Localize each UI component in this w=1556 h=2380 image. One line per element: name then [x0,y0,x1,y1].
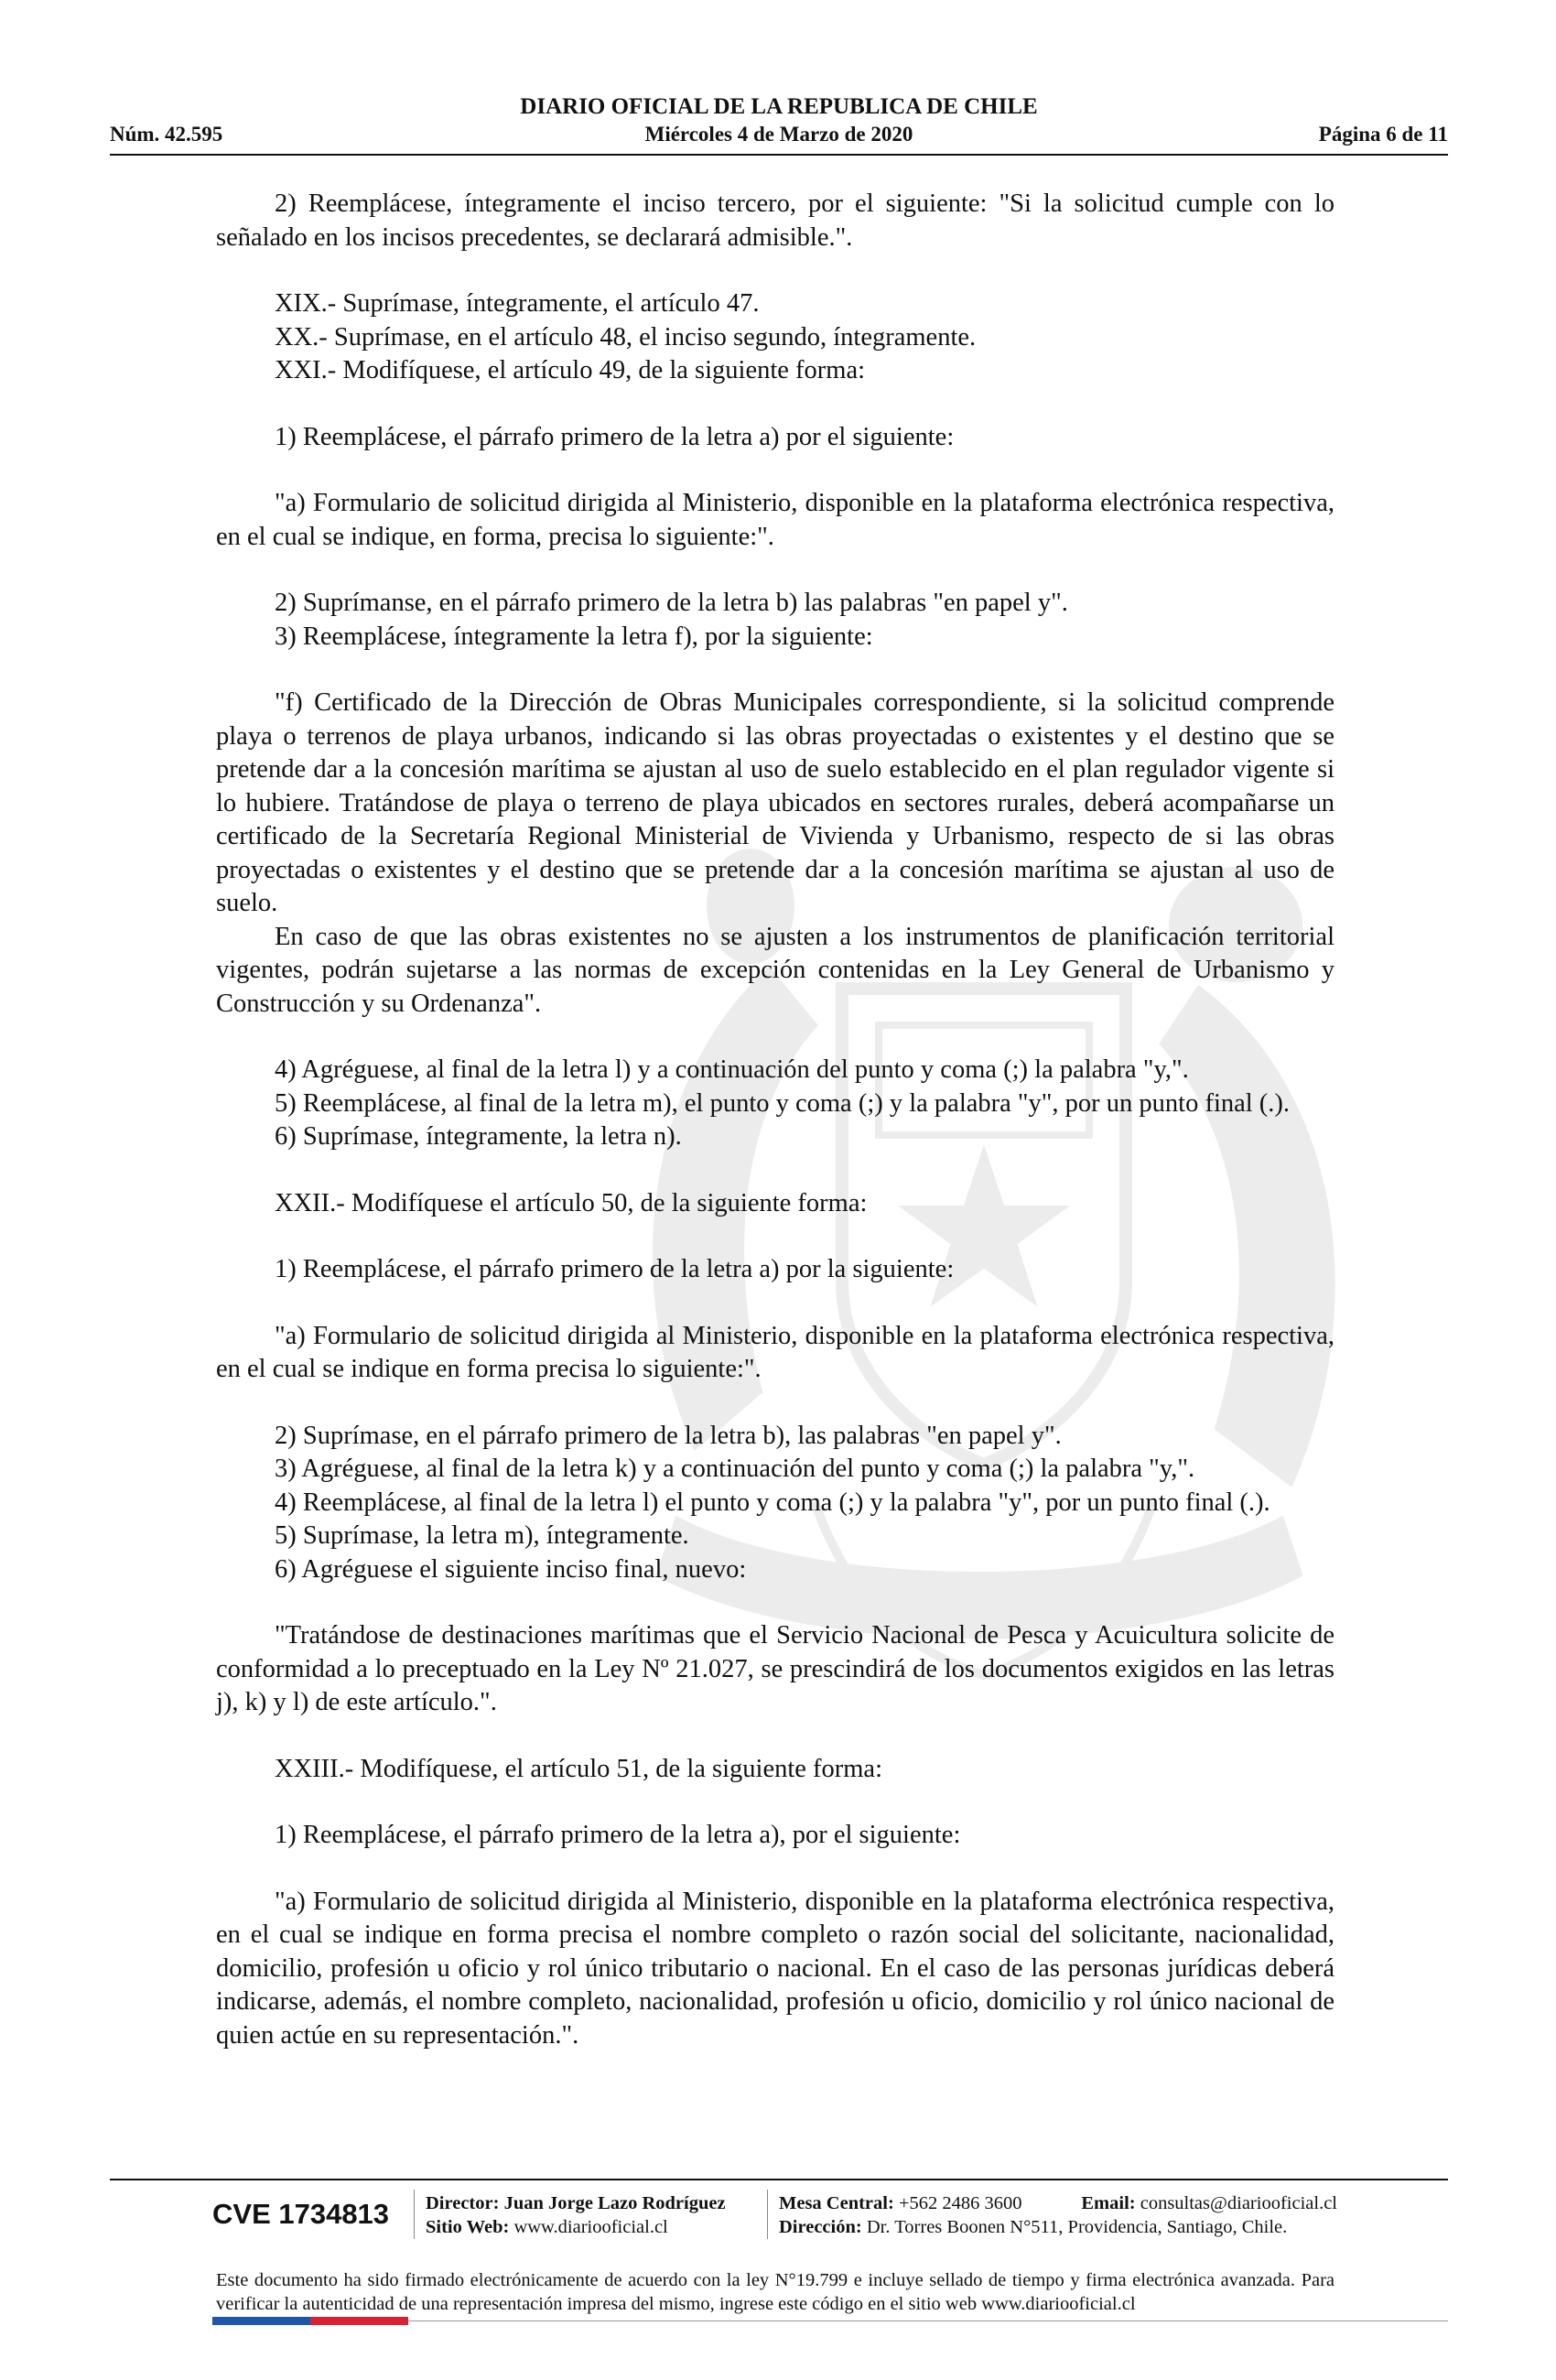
director-name: Juan Jorge Lazo Rodríguez [503,2193,726,2213]
paragraph: XX.- Suprímase, en el artículo 48, el inciso segundo, íntegramente. [275,322,977,352]
issue-date: Miércoles 4 de Marzo de 2020 [644,123,913,146]
mesa-phone: +562 2486 3600 [898,2193,1022,2213]
site-link[interactable]: www.diariooficial.cl [513,2217,668,2237]
paragraph: 3) Agréguese, al final de la letra k) y a continuación del punto y coma (;) la palabra "y,". [275,1455,1195,1483]
paragraph: XXII.- Modifíquese el artículo 50, de la siguiente forma: [275,1188,868,1217]
paragraph: 4) Agréguese, al final de la letra l) y a continuación del punto y coma (;) la palabra "y,". [275,1055,1189,1084]
email-label: Email: [1081,2193,1136,2213]
director-label: Director: [426,2193,500,2213]
paragraph: 6) Agréguese el siguiente inciso final, nuevo: [275,1554,747,1584]
footer-separator [767,2190,768,2239]
document-body [216,188,1334,2052]
signature-notice: Este documento ha sido firmado electrónicamente de acuerdo con la ley N°19.799 e incluye sellado de tiempo y firma electrónica avanzada. Para verificar la autenticidad de una representación impresa del mismo, ingrese este código en el sitio web www.diariooficial.cl [216,2270,1334,2314]
paragraph: XXI.- Modifíquese, el artículo 49, de la siguiente forma: [275,356,866,384]
flag-stripe [212,2317,408,2325]
site-label: Sitio Web: [426,2217,510,2237]
footer-bottom-line [408,2320,1448,2321]
paragraph: XIX.- Suprímase, íntegramente, el artículo 47. [275,289,760,318]
paragraph: "a) Formulario de solicitud dirigida al Ministerio, disponible en la plataforma electrónica respectiva, en el cual se indique en forma precisa lo siguiente:". [216,1321,1334,1383]
address-label: Dirección: [779,2217,862,2237]
publication-title: DIARIO OFICIAL DE LA REPUBLICA DE CHILE [520,94,1038,119]
paragraph: 1) Reemplácese, el párrafo primero de la letra a) por el siguiente: [275,422,955,451]
header-meta-row [110,121,1448,150]
footer-separator [414,2190,415,2239]
paragraph: 1) Reemplácese, el párrafo primero de la letra a), por el siguiente: [275,1821,961,1849]
paragraph: "Tratándose de destinaciones marítimas que el Servicio Nacional de Pesca y Acuicultura solicite de conformidad a lo preceptuado en la Ley Nº 21.027, se prescindirá de los documentos exigidos en las letras j), k) y l) de este artículo.". [216,1621,1334,1716]
mesa-label: Mesa Central: [779,2193,894,2213]
paragraph: 2) Reemplácese, íntegramente el inciso tercero, por el siguiente: "Si la solicitud cumple con lo señalado en los incisos precedentes, se declarará admisible.". [216,189,1334,252]
paragraph: 6) Suprímase, íntegramente, la letra n). [275,1122,682,1151]
issue-number: Núm. 42.595 [110,123,223,146]
paragraph: 5) Reemplácese, al final de la letra m), el punto y coma (;) y la palabra "y", por un punto final (.). [275,1088,1291,1118]
flag-red-band [310,2317,408,2325]
paragraph: 5) Suprímase, la letra m), íntegramente. [275,1521,689,1550]
page-header [110,92,1448,156]
flag-blue-band [212,2317,310,2325]
paragraph: "a) Formulario de solicitud dirigida al Ministerio, disponible en la plataforma electrónica respectiva, en el cual se indique en forma precisa el nombre completo o razón social del solicitante, nacionalidad, domicilio, profesión u oficio y rol único tributario o nacional. En el caso de las personas jurídicas deberá indicarse, además, el nombre completo, nacionalidad, profesión u oficio, domicilio y rol único nacional de quien actúe en su representación.". [216,1887,1334,2050]
page-indicator: Página 6 de 11 [1318,123,1448,146]
paragraph: "a) Formulario de solicitud dirigida al Ministerio, disponible en la plataforma electrónica respectiva, en el cual se indique, en forma, precisa lo siguiente:". [216,489,1334,551]
paragraph: 3) Reemplácese, íntegramente la letra f), por la siguiente: [275,622,873,651]
email-link[interactable]: consultas@diariooficial.cl [1140,2193,1337,2213]
cve-code: CVE 1734813 [212,2198,390,2230]
header-divider [110,154,1448,156]
footer-contact-block [779,2191,1337,2239]
paragraph: "f) Certificado de la Dirección de Obras Municipales correspondiente, si la solicitud comprende playa o terrenos de playa urbanos, indicando si las obras proyectadas o existentes y el destino que se pretende dar a la concesión marítima se ajustan al uso de suelo establecido en el plan regulador vigente si lo hubiere. Tratándose de playa o terreno de playa ubicados en sectores rurales, deberá acompañarse un certificado de la Secretaría Regional Ministerial de Vivienda y Urbanismo, respecto de si las obras proyectadas o existentes y el destino que se pretende dar a la concesión marítima se ajustan al uso de suelo. [216,688,1334,917]
paragraph: En caso de que las obras existentes no se ajusten a los instrumentos de planificación territorial vigentes, podrán sujetarse a las normas de excepción contenidas en la Ley General de Urbanismo y Construcción y su Ordenanza". [216,922,1334,1018]
paragraph: 4) Reemplácese, al final de la letra l) el punto y coma (;) y la palabra "y", por un punto final (.). [275,1488,1270,1517]
paragraph: 2) Suprímanse, en el párrafo primero de la letra b) las palabras "en papel y". [275,589,1068,617]
paragraph: XXIII.- Modifíquese, el artículo 51, de la siguiente forma: [275,1754,883,1783]
paragraph: 2) Suprímase, en el párrafo primero de la letra b), las palabras "en papel y". [275,1421,1062,1450]
paragraph: 1) Reemplácese, el párrafo primero de la letra a) por la siguiente: [275,1255,955,1283]
address-value: Dr. Torres Boonen N°511, Providencia, Santiago, Chile. [866,2217,1288,2237]
footer-divider [110,2179,1448,2180]
footer-director-block [426,2191,726,2239]
